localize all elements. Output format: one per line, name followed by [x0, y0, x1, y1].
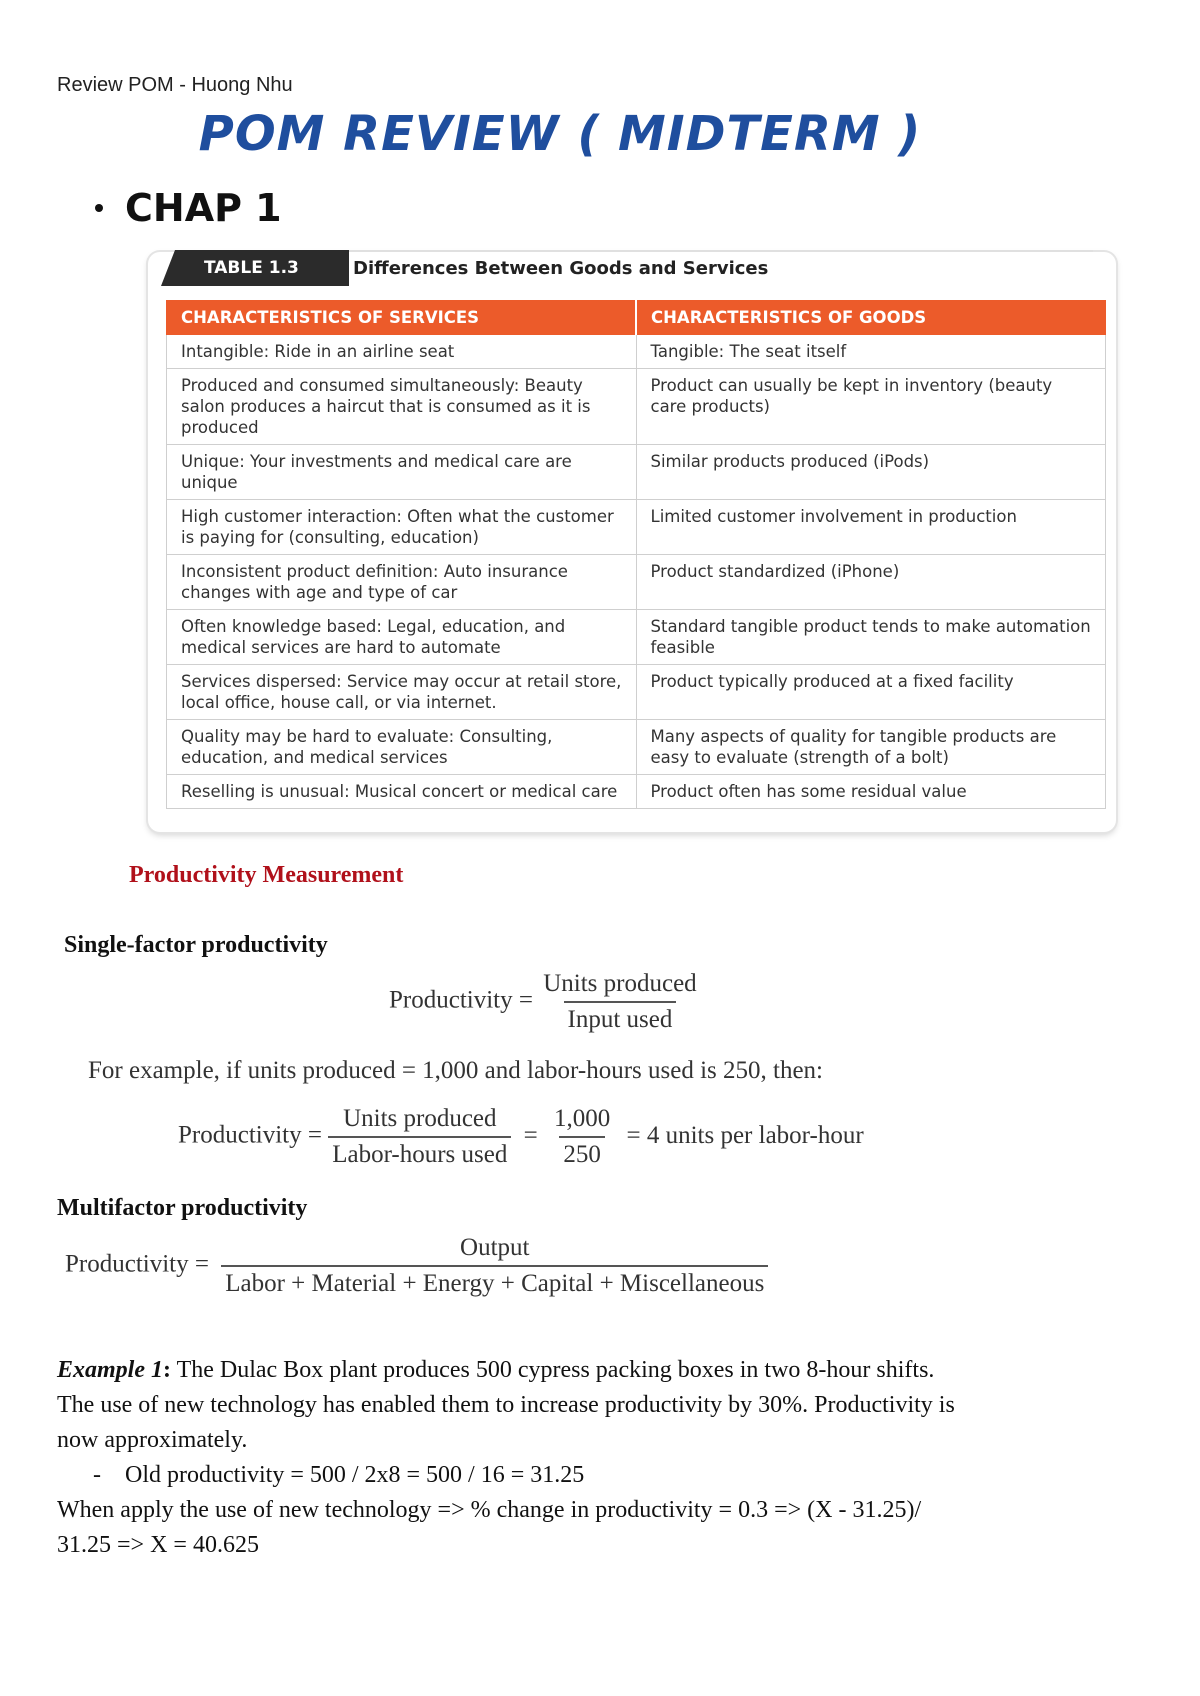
services-cell: Reselling is unusual: Musical concert or medical care	[167, 775, 637, 809]
multifactor-formula	[65, 1234, 768, 1298]
example1-text: The Dulac Box plant produces 500 cypress packing boxes in two 8-hour shifts.	[171, 1357, 935, 1383]
goods-cell: Similar products produced (iPods)	[636, 445, 1106, 500]
header-note: Review POM - Huong Nhu	[57, 74, 293, 96]
example-value-numerator: 1,000	[553, 1105, 611, 1132]
example1-bullet-text: Old productivity = 500 / 2x8 = 500 / 16 = 31.25	[125, 1462, 585, 1488]
single-factor-heading: Single-factor productivity	[64, 932, 328, 958]
example-intro: For example, if units produced = 1,000 and labor-hours used is 250, then:	[88, 1057, 823, 1084]
multifactor-lhs: Productivity =	[65, 1250, 209, 1278]
table-title: Differences Between Goods and Services	[353, 258, 769, 279]
table-row	[167, 610, 1106, 665]
example1-line: 31.25 => X = 40.625	[57, 1532, 259, 1558]
formula-fraction	[539, 970, 700, 1034]
example1-line: When apply the use of new technology => % change in productivity = 0.3 => (X - 31.25)/	[57, 1497, 922, 1523]
multifactor-denominator: Labor + Material + Energy + Capital + Miscellaneous	[221, 1265, 768, 1298]
example-equals: =	[523, 1121, 538, 1149]
productivity-section-title: Productivity Measurement	[129, 862, 404, 888]
table-row	[167, 445, 1106, 500]
goods-cell: Many aspects of quality for tangible products are easy to evaluate (strength of a bolt)	[636, 720, 1106, 775]
services-cell: High customer interaction: Often what the customer is paying for (consulting, education)	[167, 500, 637, 555]
example-value-fraction	[550, 1105, 614, 1169]
page-title: POM REVIEW ( MIDTERM )	[198, 106, 922, 162]
formula-denominator: Input used	[564, 1001, 677, 1034]
goods-cell: Tangible: The seat itself	[636, 335, 1106, 369]
single-factor-formula	[389, 970, 701, 1034]
example1-line: The use of new technology has enabled them to increase productivity by 30%. Productivity is	[57, 1392, 955, 1418]
multifactor-fraction	[221, 1234, 768, 1298]
table-row	[167, 665, 1106, 720]
table-header-row	[167, 301, 1106, 335]
formula-numerator: Units produced	[543, 970, 697, 997]
example1-label: Example 1	[57, 1357, 163, 1383]
example1-line	[57, 1353, 1067, 1388]
services-cell: Quality may be hard to evaluate: Consulting, education, and medical services	[167, 720, 637, 775]
services-cell: Produced and consumed simultaneously: Beauty salon produces a haircut that is consumed as it is produced	[167, 369, 637, 445]
multifactor-heading: Multifactor productivity	[57, 1195, 308, 1221]
table-row	[167, 335, 1106, 369]
example-fraction	[328, 1105, 511, 1169]
example-formula	[178, 1105, 864, 1169]
example1-bullet	[57, 1458, 1067, 1493]
goods-cell: Standard tangible product tends to make automation feasible	[636, 610, 1106, 665]
services-cell: Unique: Your investments and medical care are unique	[167, 445, 637, 500]
goods-cell: Product typically produced at a fixed facility	[636, 665, 1106, 720]
example-lhs: Productivity =	[178, 1121, 322, 1149]
table-row	[167, 555, 1106, 610]
goods-cell: Product often has some residual value	[636, 775, 1106, 809]
example1-colon: :	[163, 1357, 171, 1383]
example-value-denominator: 250	[559, 1136, 605, 1169]
example1-line: now approximately.	[57, 1427, 248, 1453]
header-services: CHARACTERISTICS OF SERVICES	[167, 301, 637, 335]
services-cell: Services dispersed: Service may occur at retail store, local office, house call, or via internet.	[167, 665, 637, 720]
table-number: TABLE 1.3	[204, 258, 299, 278]
example1-paragraph	[57, 1353, 1067, 1563]
services-cell: Often knowledge based: Legal, education, and medical services are hard to automate	[167, 610, 637, 665]
formula-lhs: Productivity =	[389, 986, 533, 1014]
multifactor-numerator: Output	[460, 1234, 530, 1261]
example-numerator: Units produced	[343, 1105, 497, 1132]
goods-cell: Product can usually be kept in inventory (beauty care products)	[636, 369, 1106, 445]
goods-cell: Product standardized (iPhone)	[636, 555, 1106, 610]
table-row	[167, 720, 1106, 775]
chapter-label: CHAP 1	[125, 186, 282, 230]
bullet-dash-icon: -	[93, 1462, 101, 1488]
example-denominator: Labor-hours used	[328, 1136, 511, 1169]
services-cell: Inconsistent product definition: Auto insurance changes with age and type of car	[167, 555, 637, 610]
header-goods: CHARACTERISTICS OF GOODS	[636, 301, 1106, 335]
services-cell: Intangible: Ride in an airline seat	[167, 335, 637, 369]
goods-cell: Limited customer involvement in production	[636, 500, 1106, 555]
table-row	[167, 775, 1106, 809]
chapter-bullet	[95, 186, 282, 230]
bullet-dot-icon	[95, 204, 103, 212]
table-row	[167, 369, 1106, 445]
table-row	[167, 500, 1106, 555]
example-result: = 4 units per labor-hour	[626, 1121, 864, 1149]
goods-services-table	[166, 300, 1106, 809]
